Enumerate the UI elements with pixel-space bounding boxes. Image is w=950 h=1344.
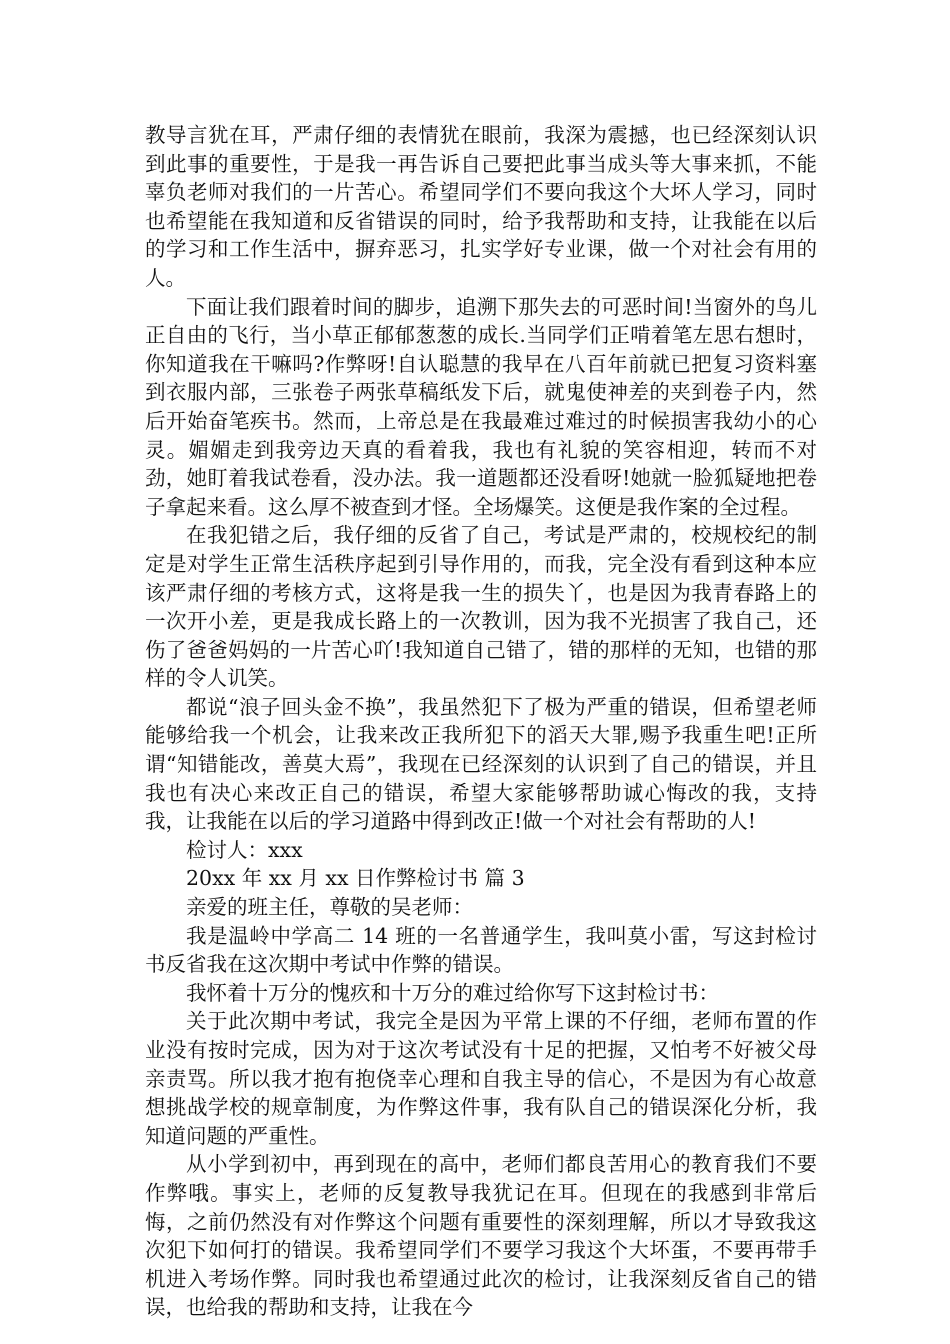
- paragraph-2: 下面让我们跟着时间的脚步，追溯下那失去的可恶时间!当窗外的鸟儿正自由的飞行，当小草正郁郁葱葱的成长.当同学们正啃着笔左思右想时，你知道我在干嘛吗?作弊呀!自认聪慧的我早在八百年前就已把复习资料塞到衣服内部，三张卷子两张草稿纸发下后，就鬼使神差的夹到卷子内，然后开始奋笔疾书。然而，上帝总是在我最难过难过的时候损害我幼小的心灵。媚媚走到我旁边天真的看着我，我也有礼貌的笑容相迎，转而不对劲，她盯着我试卷看，没办法。我一道题都还没看呀!她就一脸狐疑地把卷子拿起来看。这么厚不被查到才怪。全场爆笑。这便是我作案的全过程。: [145, 294, 817, 519]
- paragraph-7: 关于此次期中考试，我完全是因为平常上课的不仔细，老师布置的作业没有按时完成，因为对于这次考试没有十足的把握，又怕考不好被父母亲责骂。所以我才抱有抱侥幸心理和自我主导的信心，不是因为有心故意想挑战学校的规章制度，为作弊这件事，我有队自己的错误深化分析，我知道问题的严重性。: [145, 1009, 817, 1148]
- paragraph-1: 教导言犹在耳，严肃仔细的表情犹在眼前，我深为震撼，也已经深刻认识到此事的重要性，于是我一再告诉自己要把此事当成头等大事来抓，不能辜负老师对我们的一片苦心。希望同学们不要向我这个大坏人学习，同时也希望能在我知道和反省错误的同时，给予我帮助和支持，让我能在以后的学习和工作生活中，摒弃恶习，扎实学好专业课，做一个对社会有用的人。: [145, 123, 817, 290]
- paragraph-6: 我怀着十万分的愧疚和十万分的难过给你写下这封检讨书：: [186, 980, 719, 1005]
- paragraph-8: 从小学到初中，再到现在的高中，老师们都良苦用心的教育我们不要作弊哦。事实上，老师的反复教导我犹记在耳。但现在的我感到非常后悔，之前仍然没有对作弊这个问题有重要性的深刻理解，所以才导致我这次犯下如何打的错误。我希望同学们不要学习我这个大坏蛋，不要再带手机进入考场作弊。同时我也希望通过此次的检讨，让我深刻反省自己的错误，也给我的帮助和支持，让我在今: [145, 1152, 817, 1320]
- document-body: [145, 121, 817, 1322]
- signature-line: 检讨人：xxx: [186, 837, 303, 862]
- paragraph-3: 在我犯错之后，我仔细的反省了自己，考试是严肃的，校规校纪的制定是对学生正常生活秩序起到引导作用的，而我，完全没有看到这种本应该严肃仔细的考核方式，这将是我一生的损失丫，也是因为我青春路上的一次开小差，更是我成长路上的一次教训，因为我不光损害了我自己，还伤了爸爸妈妈的一片苦心吖!我知道自己错了，错的那样的无知，也错的那样的令人讥笑。: [145, 523, 817, 691]
- salutation: 亲爱的班主任，尊敬的吴老师：: [186, 895, 473, 920]
- paragraph-4: 都说“浪子回头金不换”，我虽然犯下了极为严重的错误，但希望老师能够给我一个机会，让我来改正我所犯下的滔天大罪,赐予我重生吧!正所谓“知错能改，善莫大焉”，我现在已经深刻的认识到了自己的错误，并且我也有决心来改正自己的错误，希望大家能够帮助诚心悔改的我，支持我，让我能在以后的学习道路中得到改正!做一个对社会有帮助的人!: [145, 694, 817, 834]
- section-heading: 20xx 年 xx 月 xx 日作弊检讨书 篇 3: [186, 866, 525, 891]
- paragraph-5: 我是温岭中学高二 14 班的一名普通学生，我叫莫小雷，写这封检讨书反省我在这次期中考试中作弊的错误。: [145, 923, 817, 977]
